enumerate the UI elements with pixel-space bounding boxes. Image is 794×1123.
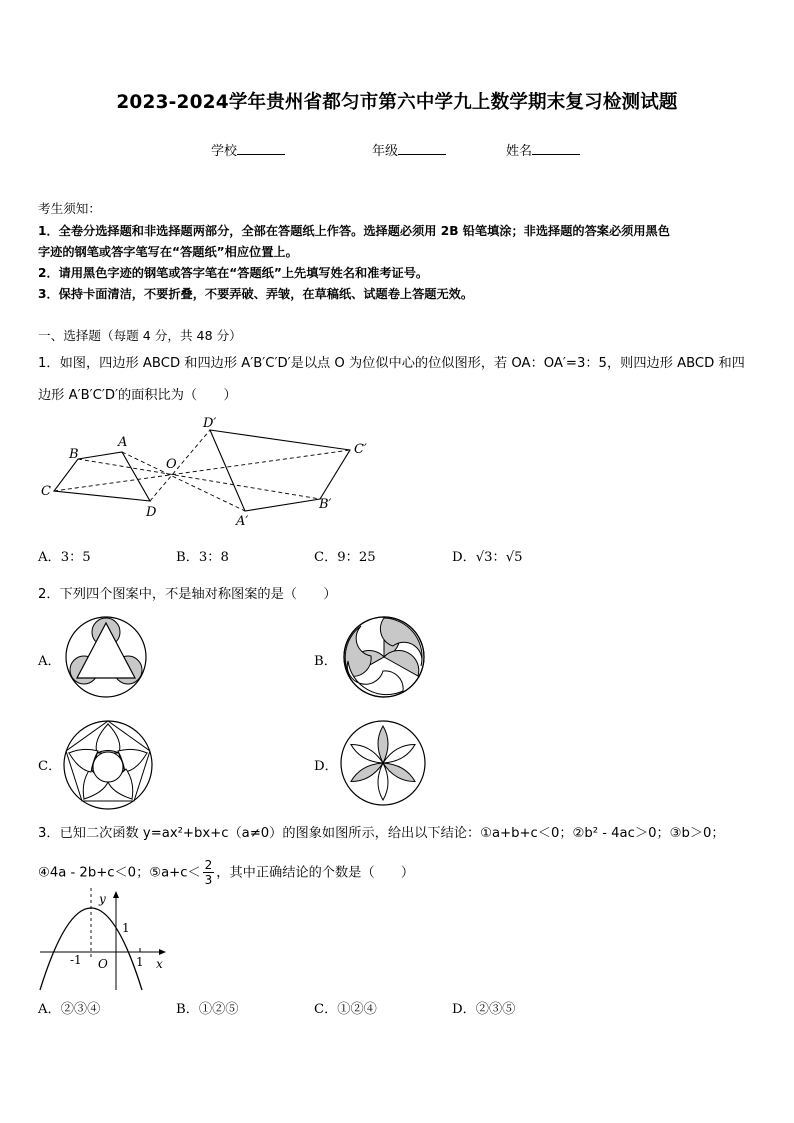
q1-figure	[30, 408, 390, 533]
axis-label-y-one: 1	[122, 921, 130, 935]
fraction-denominator: 3	[204, 873, 213, 887]
grade-blank[interactable]	[398, 142, 446, 155]
q2-stem: 2．下列四个图案中，不是轴对称图案的是（ ）	[38, 587, 337, 602]
name-field[interactable]	[506, 140, 580, 159]
q3-stem-line2-part2: ，其中正确结论的个数是（ ）	[216, 865, 415, 881]
notice-item-1a: 1．全卷分选择题和非选择题两部分，全部在答题纸上作答。选择题必须用 2B 铅笔填涂；非选择题的答案必须用黑色	[38, 224, 670, 238]
page-title: 2023-2024学年贵州省都匀市第六中学九上数学期末复习检测试题	[116, 92, 678, 113]
label-c: C	[41, 484, 51, 499]
notice-heading: 考生须知：	[38, 201, 101, 216]
axis-label-neg-one: -1	[70, 953, 82, 967]
label-d-prime: D′	[203, 416, 217, 431]
q1-option-c[interactable]: C．9：25	[314, 550, 376, 565]
q3-option-b[interactable]: B．①②⑤	[176, 1002, 239, 1017]
q1-stem-line1: 1．如图，四边形 ABCD 和四边形 A′B′C′D′是以点 O 为位似中心的位似图形，若 OA：OA′=3：5，则四边形 ABCD 和四	[38, 356, 745, 371]
q2-figure-b[interactable]	[343, 616, 425, 698]
q1-option-d[interactable]: D．√3：√5	[452, 550, 523, 565]
q2-option-a-label[interactable]: A．	[38, 654, 61, 669]
label-b-prime: B′	[319, 497, 332, 512]
school-blank[interactable]	[237, 142, 285, 155]
notice-item-1b: 字迹的钢笔或答字笔写在“答题纸”相应位置上。	[38, 245, 298, 259]
q1-option-a[interactable]: A．3：5	[38, 550, 91, 565]
q3-stem-line2	[38, 858, 414, 887]
school-field[interactable]	[211, 140, 285, 159]
q3-option-a[interactable]: A．②③④	[38, 1002, 101, 1017]
notice-item-2: 2．请用黑色字迹的钢笔或答字笔在“答题纸”上先填写姓名和准考证号。	[38, 266, 429, 280]
grade-field[interactable]	[372, 140, 446, 159]
axis-label-origin: O	[98, 957, 108, 971]
label-a-prime: A′	[236, 514, 249, 529]
q3-stem-line2-part1: ④4a - 2b+c＜0；⑤a+c＜	[38, 865, 201, 881]
name-blank[interactable]	[532, 142, 580, 155]
fraction-numerator: 2	[204, 858, 213, 872]
q2-option-d-label[interactable]: D．	[314, 759, 338, 774]
notice-item-3: 3．保持卡面清洁，不要折叠，不要弄破、弄皱，在草稿纸、试题卷上答题无效。	[38, 287, 474, 301]
q3-option-d[interactable]: D．②③⑤	[452, 1002, 516, 1017]
dashed-rays	[54, 430, 350, 511]
q2-figure-d[interactable]	[340, 720, 426, 806]
q3-option-c[interactable]: C．①②④	[314, 1002, 377, 1017]
axis-label-x-one: 1	[136, 955, 144, 969]
q3-stem-line1: 3．已知二次函数 y=ax²+bx+c（a≠0）的图象如图所示，给出以下结论：①a+b+c＜0；②b² - 4ac＞0；③b＞0；	[38, 826, 725, 841]
fraction-two-thirds	[203, 858, 215, 887]
q2-figure-c[interactable]	[63, 720, 153, 810]
grade-label: 年级	[372, 144, 399, 159]
q1-stem-line2: 边形 A′B′C′D′的面积比为（ ）	[38, 388, 237, 403]
label-b: B	[69, 447, 79, 462]
q2-option-b-label[interactable]: B．	[314, 654, 337, 669]
q1-option-b[interactable]: B．3：8	[176, 550, 229, 565]
label-o: O	[166, 457, 177, 472]
school-label: 学校	[211, 144, 238, 159]
q3-graph	[36, 886, 176, 994]
label-c-prime: C′	[354, 442, 367, 457]
axis-label-y: y	[99, 892, 106, 906]
q2-figure-a[interactable]	[65, 616, 147, 698]
label-d: D	[146, 505, 157, 520]
axis-label-x: x	[156, 957, 163, 971]
section-heading: 一、选择题（每题 4 分，共 48 分）	[38, 328, 242, 343]
label-a: A	[118, 435, 128, 450]
q2-option-c-label[interactable]: C．	[38, 759, 62, 774]
name-label: 姓名	[506, 144, 533, 159]
